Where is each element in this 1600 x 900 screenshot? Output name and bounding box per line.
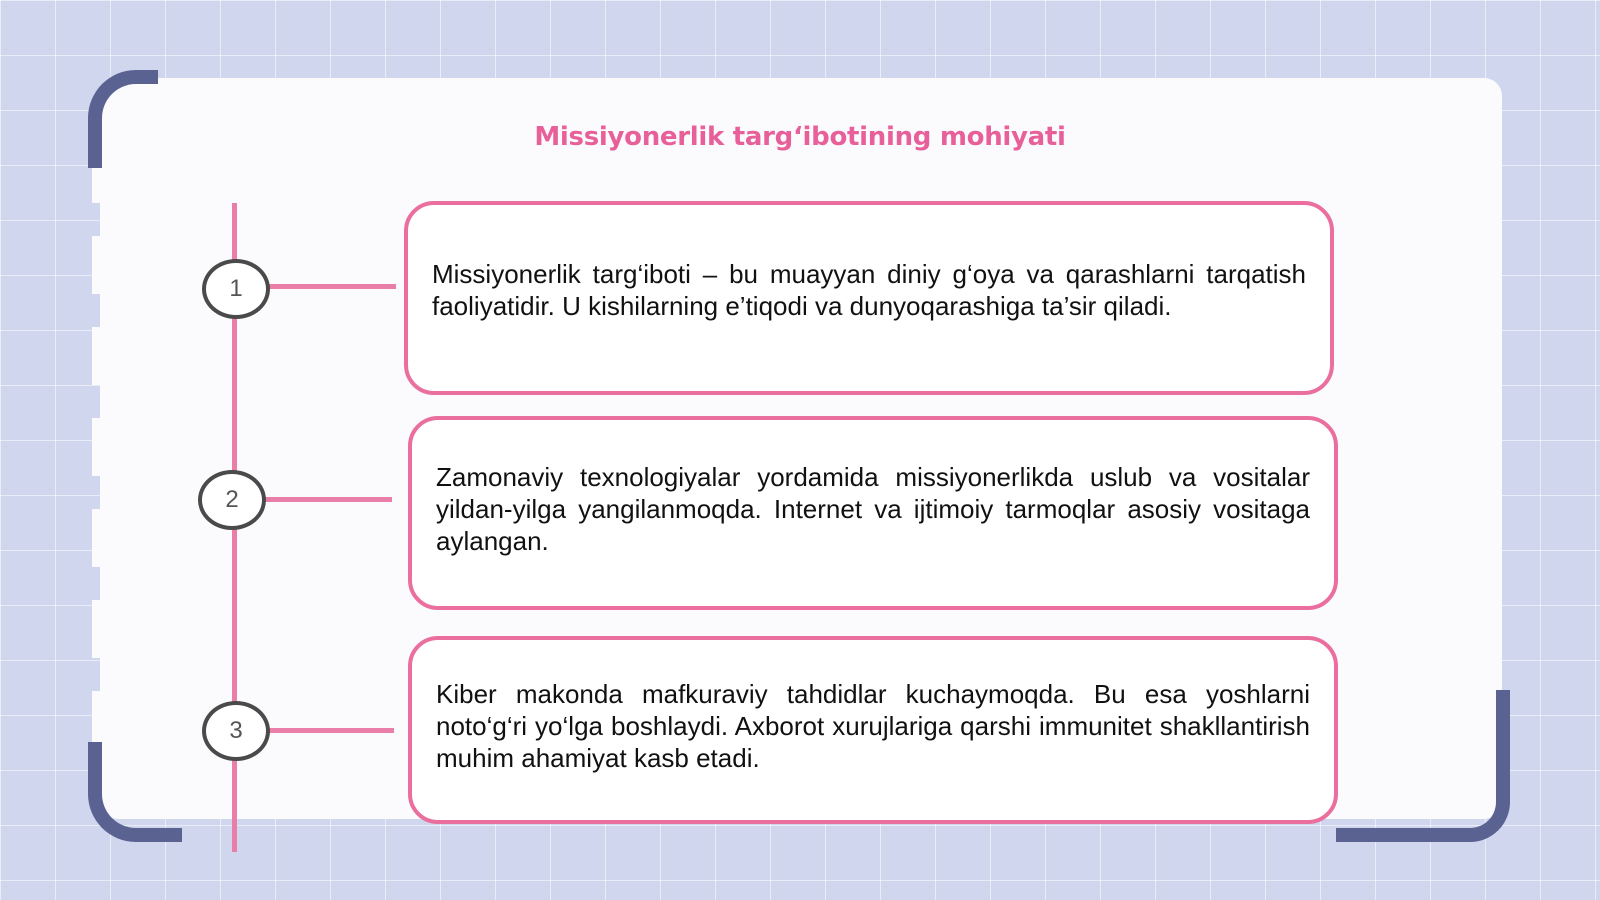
step-number-3: 3: [202, 701, 270, 761]
info-card-1: [404, 201, 1334, 395]
step-number-1: 1: [202, 259, 270, 319]
corner-bracket-bottom-right: [1336, 690, 1510, 842]
corner-bracket-bottom-left: [88, 742, 182, 842]
timeline-connector: [266, 728, 394, 733]
step-number-2: 2: [198, 470, 266, 530]
timeline-connector: [266, 284, 396, 289]
info-card-text: Zamonaviy texnologiyalar yordamida missiyonerlikda uslub va vositalar yildan-yilga yangilanmoqda. Internet va ijtimoiy tarmoqlar asosiy vositaga aylangan.: [436, 462, 1310, 556]
info-card-3: [408, 636, 1338, 824]
timeline-connector: [262, 497, 392, 502]
info-card-text: Kiber makonda mafkuraviy tahdidlar kuchaymoqda. Bu esa yoshlarni noto‘g‘ri yo‘lga boshlaydi. Axborot xurujlariga qarshi immunitet shakllantirish muhim ahamiyat kasb etadi.: [436, 679, 1310, 773]
info-card-2: [408, 416, 1338, 610]
info-card-text: Missiyonerlik targ‘iboti – bu muayyan diniy g‘oya va qarashlarni tarqatish faoliyatidir. U kishilarning e’tiqodi va dunyoqarashiga ta’sir qiladi.: [432, 259, 1306, 321]
slide-title: Missiyonerlik targ‘ibotining mohiyati: [534, 122, 1066, 152]
corner-bracket-top-left: [88, 70, 158, 168]
